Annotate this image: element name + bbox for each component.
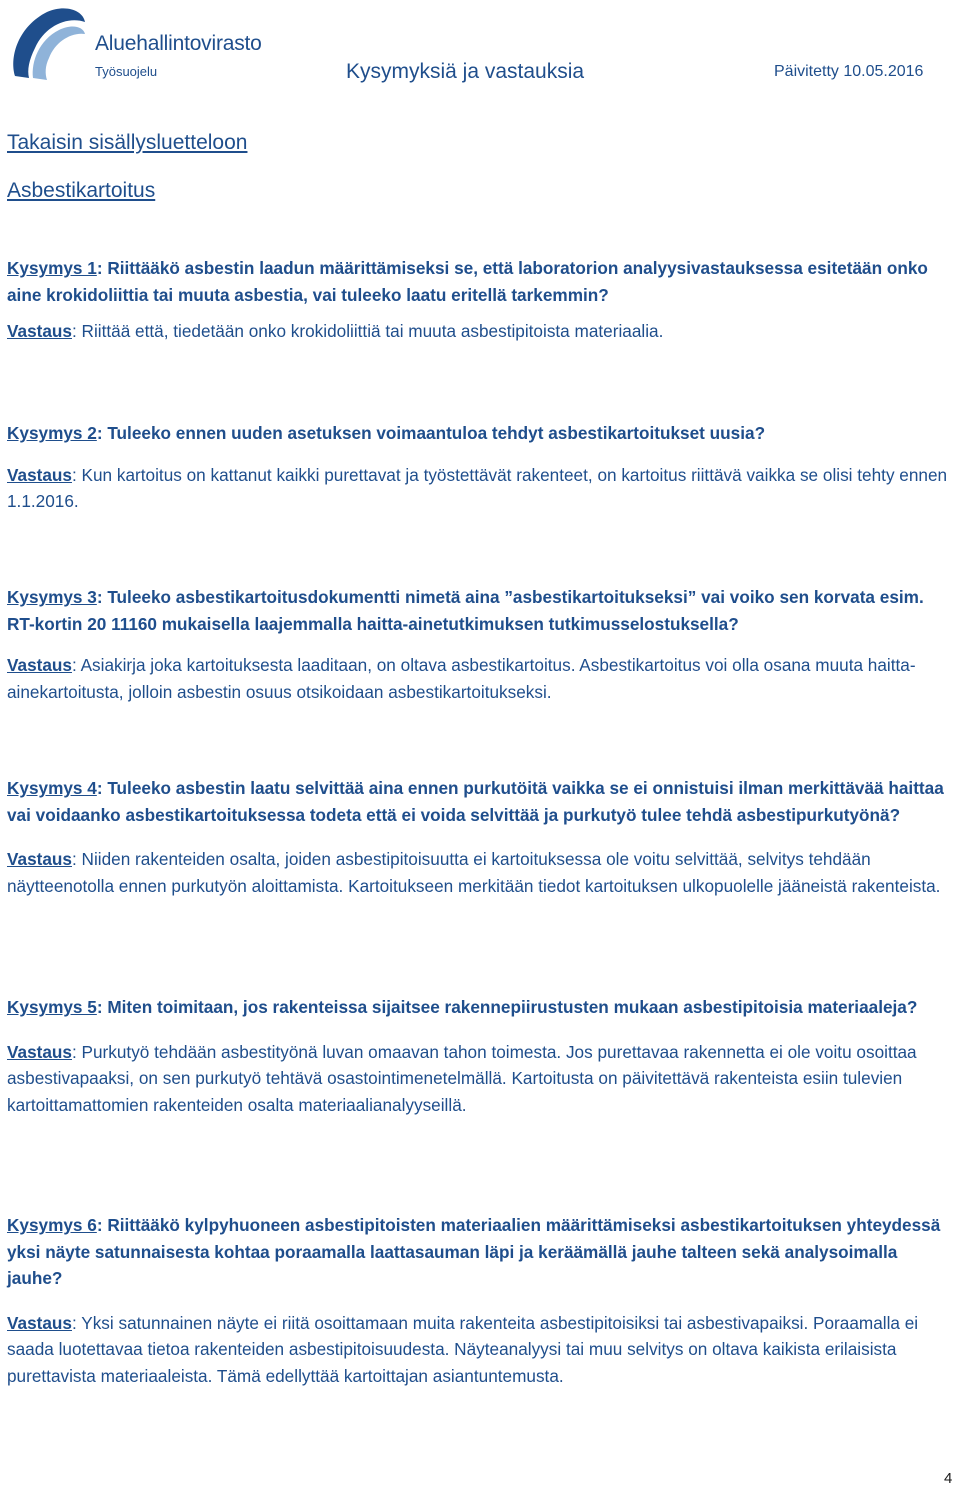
question-text: : Tuleeko asbestikartoitusdokumentti nimetä aina ”asbestikartoitukseksi” vai voiko sen korvata esim. RT-kortin 20 11160 mukaisella laajemmalla haitta-ainetutkimuksen tutkimusselostuksella? — [7, 587, 924, 634]
question-text: : Riittääkö kylpyhuoneen asbestipitoisten materiaalien määrittämiseksi asbestikartoituksen yhteydessä yksi näyte satunnaisesta kohtaa poraamalla laattasauman läpi ja keräämällä jauhe talteen sekä analysoimalla jauhe? — [7, 1215, 941, 1288]
qa-item-5 — [7, 994, 952, 1118]
section-title: Asbestikartoitus — [7, 179, 156, 202]
question-label: Kysymys 3 — [7, 587, 97, 607]
answer-2 — [7, 462, 952, 515]
document-title: Kysymyksiä ja vastauksia — [346, 60, 585, 83]
org-subtitle: Työsuojelu — [95, 64, 158, 79]
answer-label: Vastaus — [7, 655, 72, 675]
answer-label: Vastaus — [7, 1312, 72, 1333]
answer-label: Vastaus — [7, 849, 72, 869]
question-6 — [7, 1212, 952, 1292]
answer-label: Vastaus — [7, 1041, 72, 1062]
page-number: 4 — [944, 1470, 953, 1487]
question-1 — [7, 255, 952, 308]
question-text: : Riittääkö asbestin laadun määrittämiseksi se, että laboratorion analyysivastauksessa esitetään onko aine krokidoliittia tai muuta asbestia, vai tuleeko laatu eritellä tarkemmin? — [7, 258, 928, 305]
qa-item-4 — [7, 775, 952, 899]
answer-text: : Kun kartoitus on kattanut kaikki purettavat ja työstettävät rakenteet, on kartoitus riittävä vaikka se olisi tehty ennen 1.1.2016. — [7, 464, 948, 511]
answer-text: : Asiakirja joka kartoituksesta laaditaan, on oltava asbestikartoitus. Asbestikartoitus voi olla osana muuta haitta-ainekartoitusta, jolloin asbestin osuus otsikoidaan asbestikartoitukseksi. — [7, 655, 916, 702]
qa-item-6 — [7, 1212, 952, 1389]
qa-item-3 — [7, 584, 952, 705]
answer-text: : Riittää että, tiedetään onko krokidoliittiä tai muuta asbestipitoista materiaalia. — [71, 321, 664, 341]
answer-text: : Purkutyö tehdään asbestityönä luvan omaavan tahon toimesta. Jos purettavaa rakennetta ei ole voitu osoittaa asbestivapaaksi, on sen purkutyö tehtävä osastointimenetelmällä. Kartoitusta on päivitettävä rakenteista esiin tulevien kartoittamattomien rakenteiden osalta materiaalianalyyseillä. — [7, 1041, 917, 1115]
answer-label: Vastaus — [7, 464, 72, 485]
answer-4 — [7, 846, 952, 899]
question-4 — [7, 775, 952, 828]
org-logo — [5, 4, 265, 84]
answer-text: : Niiden rakenteiden osalta, joiden asbestipitoisuutta ei kartoituksessa ole voitu selvittää, selvitys tehdään näytteenotolla ennen purkutyön aloittamista. Kartoitukseen merkitään tiedot kartoituksen ulkopuolelle jääneistä rakenteista. — [7, 849, 941, 896]
question-2 — [7, 420, 952, 447]
answer-6 — [7, 1310, 952, 1390]
answer-label: Vastaus — [7, 321, 72, 341]
answer-5 — [7, 1039, 952, 1119]
updated-date: Päivitetty 10.05.2016 — [774, 63, 924, 80]
qa-item-2 — [7, 420, 952, 515]
question-text: : Tuleeko ennen uuden asetuksen voimaantuloa tehdyt asbestikartoitukset uusia? — [96, 423, 766, 443]
question-3 — [7, 584, 952, 637]
question-label: Kysymys 2 — [7, 423, 97, 443]
org-name: Aluehallintovirasto — [95, 32, 262, 55]
question-text: : Miten toimitaan, jos rakenteissa sijaitsee rakennepiirustusten mukaan asbestipitoisia materiaaleja? — [96, 997, 918, 1017]
page-header — [0, 0, 960, 90]
back-to-contents-link[interactable]: Takaisin sisällysluetteloon — [7, 131, 248, 154]
question-label: Kysymys 4 — [7, 778, 97, 798]
question-label: Kysymys 5 — [7, 997, 97, 1017]
question-5 — [7, 994, 952, 1021]
qa-item-1 — [7, 255, 952, 345]
answer-1 — [7, 318, 952, 345]
answer-3 — [7, 652, 952, 705]
answer-text: : Yksi satunnainen näyte ei riitä osoittamaan muita rakenteita asbestipitoisiksi tai asbestivapaiksi. Poraamalla ei saada luotettavaa tietoa rakenteiden asbestipitoisuudesta. Näyteanalyysi tai muu selvitys on oltava kaikista erilaisista purettavista materiaaleista. Tämä edellyttää kartoittajan asiantuntemusta. — [7, 1312, 919, 1386]
question-text: : Tuleeko asbestin laatu selvittää aina ennen purkutöitä vaikka se ei onnistuisi ilman merkittävää haittaa vai voidaanko asbestikartoituksessa todeta että ei voida selvittää ja purkutyö tulee tehdä asbestipurkutyönä? — [7, 778, 944, 825]
question-label: Kysymys 6 — [7, 1215, 97, 1235]
logo-emblem-icon — [5, 4, 89, 84]
question-label: Kysymys 1 — [7, 258, 97, 278]
